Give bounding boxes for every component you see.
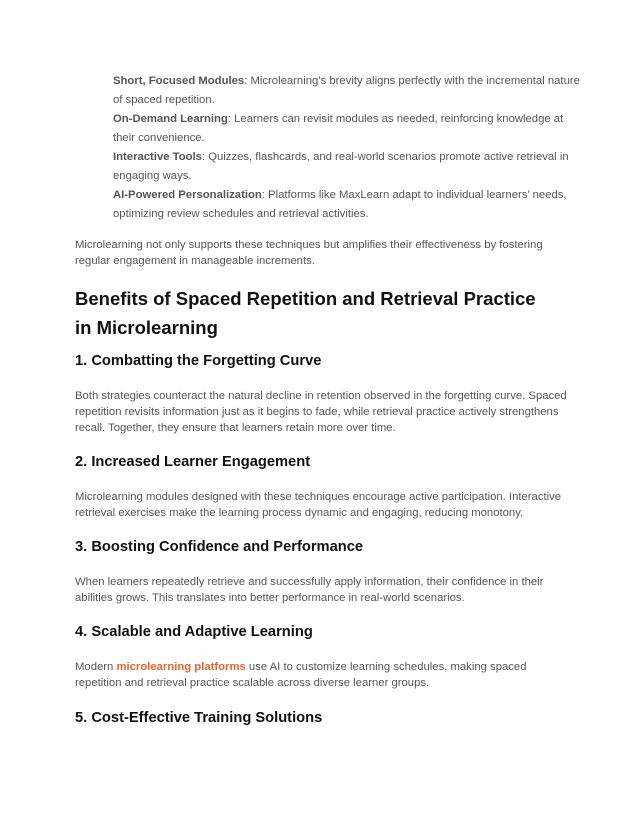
section-heading-5: 5. Cost-Effective Training Solutions [75,710,323,726]
bullet-item [113,186,583,224]
section-body-2: Microlearning modules designed with these techniques encourage active participation. Interactive retrieval exercises make the learning process dynamic and engaging, reducing monotony. [75,491,562,519]
bullet-text: : Microlearning’s brevity aligns perfectly with the incremental nature of spaced repetition. [113,75,580,106]
section-heading-3: 3. Boosting Confidence and Performance [75,539,364,555]
body-text-after-link: use AI to customize learning schedules, making spaced repetition and retrieval practice scalable across diverse learner groups. [75,661,527,689]
bullet-term: Short, Focused Modules [113,75,245,87]
section-heading-4: 4. Scalable and Adaptive Learning [75,624,313,640]
bullet-text: : Learners can revisit modules as needed, reinforcing knowledge at their convenience. [113,113,564,144]
body-text-before-link: Modern [75,661,117,673]
bullet-item [113,72,583,110]
section-heading-2: 2. Increased Learner Engagement [75,454,311,470]
bullet-term: Interactive Tools [113,151,202,163]
intro-paragraph: Microlearning not only supports these techniques but amplifies their effectiveness by fostering regular engagement in manageable increments. [75,239,543,267]
bullet-term: On-Demand Learning [113,113,228,125]
main-heading: Benefits of Spaced Repetition and Retrieval Practice in Microlearning [75,288,536,338]
feature-bullet-list [113,72,583,224]
bullet-text: : Quizzes, flashcards, and real-world scenarios promote active retrieval in engaging ways. [113,151,569,182]
bullet-term: AI-Powered Personalization [113,189,262,201]
bullet-text: : Platforms like MaxLearn adapt to individual learners’ needs, optimizing review schedules and retrieval activities. [113,189,567,220]
section-heading-1: 1. Combatting the Forgetting Curve [75,353,322,369]
microlearning-platforms-link[interactable]: microlearning platforms [116,661,246,673]
section-body-1: Both strategies counteract the natural decline in retention observed in the forgetting curve. Spaced repetition revisits information just as it begins to fade, while retrieval practice actively strengthens recall. Together, they ensure that learners retain more over time. [75,390,567,434]
bullet-item [113,148,583,186]
bullet-item [113,110,583,148]
section-body-4 [75,659,575,691]
section-body-3: When learners repeatedly retrieve and successfully apply information, their confidence in their abilities grows. This translates into better performance in real-world scenarios. [75,576,544,604]
